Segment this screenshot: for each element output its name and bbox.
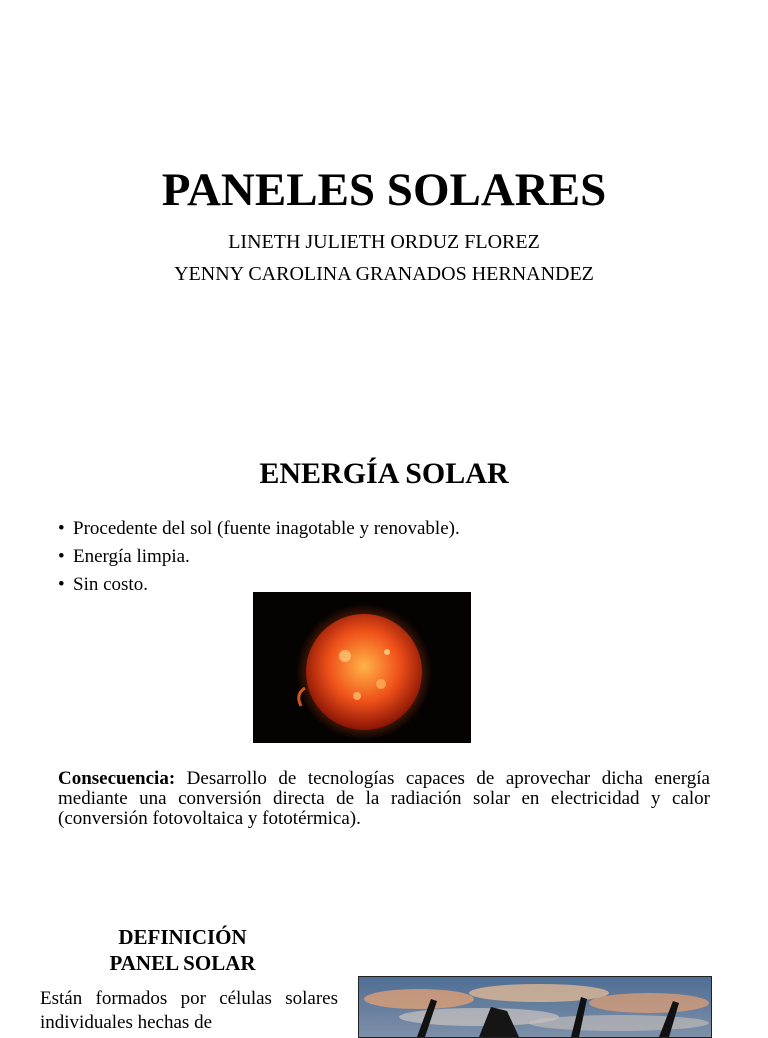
list-item <box>58 543 460 571</box>
bullet-icon: • <box>58 574 65 595</box>
bullet-icon: • <box>58 518 65 539</box>
energy-bullet-list <box>58 515 460 599</box>
author-name: LINETH JULIETH ORDUZ FLOREZ <box>228 231 540 253</box>
consequence-text: Desarrollo de tecnologías capaces de aprovechar dicha energía mediante una conversión directa de la radiación solar en electricidad y calor (conversión fotovoltaica y fototérmica). <box>58 768 710 829</box>
bullet-text: Procedente del sol (fuente inagotable y renovable). <box>73 518 460 539</box>
page-title: PANELES SOLARES <box>161 164 607 216</box>
consequence-label: Consecuencia: <box>58 768 176 789</box>
sun-icon <box>253 592 471 743</box>
bullet-text: Energía limpia. <box>73 546 190 567</box>
solar-panel-icon <box>359 977 711 1037</box>
definition-text: Están formados por células solares individuales hechas de <box>40 988 338 1033</box>
list-item <box>58 515 460 543</box>
definition-heading <box>40 924 325 976</box>
consequence-paragraph <box>58 769 710 829</box>
author-name: YENNY CAROLINA GRANADOS HERNANDEZ <box>174 263 594 285</box>
bullet-icon: • <box>58 546 65 567</box>
definition-heading-line: PANEL SOLAR <box>109 951 256 975</box>
definition-heading-line: DEFINICIÓN <box>118 925 247 949</box>
solar-panel-photo <box>358 976 712 1038</box>
section-heading-energia-solar: ENERGÍA SOLAR <box>259 457 509 490</box>
bullet-text: Sin costo. <box>73 574 148 595</box>
sun-photo <box>253 592 471 743</box>
